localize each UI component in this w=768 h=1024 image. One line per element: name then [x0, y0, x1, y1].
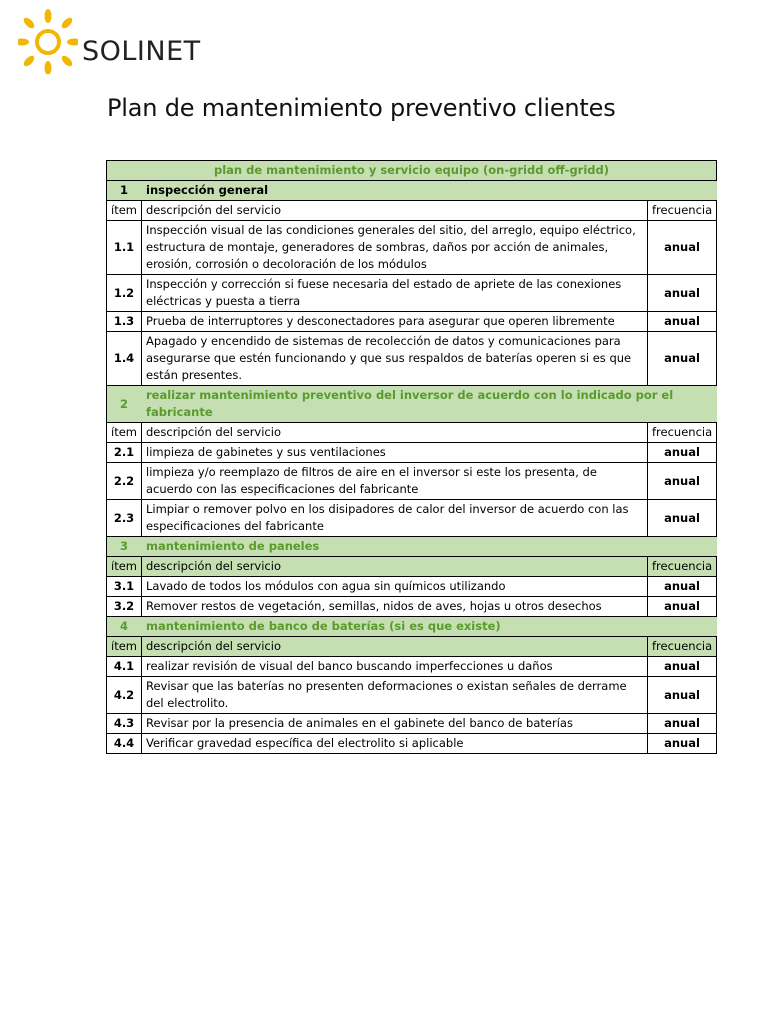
row-description: Limpiar o remover polvo en los disipadores de calor del inversor de acuerdo con las especificaciones del fabricante: [142, 500, 648, 537]
section-header-row: [107, 181, 717, 201]
table-row: [107, 734, 717, 754]
table-row: [107, 312, 717, 332]
row-item-number: 4.4: [107, 734, 142, 754]
table-row: [107, 597, 717, 617]
column-header-row: [107, 557, 717, 577]
section-number: 4: [107, 617, 142, 637]
row-frequency: anual: [648, 275, 717, 312]
column-header-description: descripción del servicio: [142, 201, 648, 221]
row-frequency: anual: [648, 221, 717, 275]
row-description: Inspección y corrección si fuese necesaria del estado de apriete de las conexiones eléctricas y puesta a tierra: [142, 275, 648, 312]
table-row: [107, 443, 717, 463]
column-header-frequency: frecuencia: [648, 637, 717, 657]
row-description: realizar revisión de visual del banco buscando imperfecciones u daños: [142, 657, 648, 677]
brand-name: SOLINET: [82, 36, 201, 67]
row-description: Apagado y encendido de sistemas de recolección de datos y comunicaciones para asegurarse que estén funcionando y que sus respaldos de baterías operen si es que están presentes.: [142, 332, 648, 386]
row-item-number: 1.1: [107, 221, 142, 275]
row-frequency: anual: [648, 714, 717, 734]
column-header-description: descripción del servicio: [142, 637, 648, 657]
column-header-frequency: frecuencia: [648, 423, 717, 443]
row-description: Prueba de interruptores y desconectadores para asegurar que operen libremente: [142, 312, 648, 332]
row-item-number: 3.2: [107, 597, 142, 617]
column-header-item: ítem: [107, 637, 142, 657]
section-title: mantenimiento de banco de baterías (si es que existe): [142, 617, 717, 637]
table-row: [107, 677, 717, 714]
table-row: [107, 221, 717, 275]
table-row: [107, 714, 717, 734]
column-header-row: [107, 637, 717, 657]
row-item-number: 1.3: [107, 312, 142, 332]
section-title: mantenimiento de paneles: [142, 537, 717, 557]
row-frequency: anual: [648, 312, 717, 332]
table-row: [107, 577, 717, 597]
table-row: [107, 463, 717, 500]
table-row: [107, 275, 717, 312]
row-item-number: 4.2: [107, 677, 142, 714]
table-heading: plan de mantenimiento y servicio equipo (on-gridd off-gridd): [107, 161, 717, 181]
row-description: Inspección visual de las condiciones generales del sitio, del arreglo, equipo eléctrico, estructura de montaje, generadores de sombras, daños por acción de animales, erosión, corrosión o decoloración de los módulos: [142, 221, 648, 275]
row-description: Revisar que las baterías no presenten deformaciones o existan señales de derrame del electrolito.: [142, 677, 648, 714]
row-frequency: anual: [648, 597, 717, 617]
maintenance-plan-table: [106, 160, 717, 754]
row-item-number: 1.2: [107, 275, 142, 312]
section-number: 1: [107, 181, 142, 201]
row-frequency: anual: [648, 443, 717, 463]
row-item-number: 1.4: [107, 332, 142, 386]
row-frequency: anual: [648, 734, 717, 754]
row-frequency: anual: [648, 332, 717, 386]
sun-icon: [18, 8, 78, 74]
column-header-description: descripción del servicio: [142, 557, 648, 577]
row-description: Lavado de todos los módulos con agua sin químicos utilizando: [142, 577, 648, 597]
table-heading-row: [107, 161, 717, 181]
page-title: Plan de mantenimiento preventivo clientes: [107, 94, 616, 122]
row-description: limpieza de gabinetes y sus ventilaciones: [142, 443, 648, 463]
row-description: Remover restos de vegetación, semillas, nidos de aves, hojas u otros desechos: [142, 597, 648, 617]
column-header-item: ítem: [107, 557, 142, 577]
row-frequency: anual: [648, 500, 717, 537]
column-header-row: [107, 201, 717, 221]
row-description: Verificar gravedad específica del electrolito si aplicable: [142, 734, 648, 754]
row-frequency: anual: [648, 677, 717, 714]
column-header-frequency: frecuencia: [648, 201, 717, 221]
section-title: realizar mantenimiento preventivo del inversor de acuerdo con lo indicado por el fabricante: [142, 386, 717, 423]
row-frequency: anual: [648, 577, 717, 597]
solinet-logo: [18, 8, 218, 78]
row-item-number: 2.1: [107, 443, 142, 463]
section-number: 2: [107, 386, 142, 423]
row-description: Revisar por la presencia de animales en el gabinete del banco de baterías: [142, 714, 648, 734]
table-body: [107, 161, 717, 754]
row-frequency: anual: [648, 463, 717, 500]
section-title: inspección general: [142, 181, 717, 201]
row-description: limpieza y/o reemplazo de filtros de aire en el inversor si este los presenta, de acuerdo con las especificaciones del fabricante: [142, 463, 648, 500]
row-item-number: 2.3: [107, 500, 142, 537]
table-row: [107, 657, 717, 677]
row-item-number: 3.1: [107, 577, 142, 597]
table-row: [107, 332, 717, 386]
section-header-row: [107, 386, 717, 423]
column-header-description: descripción del servicio: [142, 423, 648, 443]
table-row: [107, 500, 717, 537]
row-item-number: 4.1: [107, 657, 142, 677]
column-header-item: ítem: [107, 201, 142, 221]
column-header-item: ítem: [107, 423, 142, 443]
section-number: 3: [107, 537, 142, 557]
row-item-number: 4.3: [107, 714, 142, 734]
section-header-row: [107, 537, 717, 557]
section-header-row: [107, 617, 717, 637]
column-header-row: [107, 423, 717, 443]
column-header-frequency: frecuencia: [648, 557, 717, 577]
row-item-number: 2.2: [107, 463, 142, 500]
row-frequency: anual: [648, 657, 717, 677]
